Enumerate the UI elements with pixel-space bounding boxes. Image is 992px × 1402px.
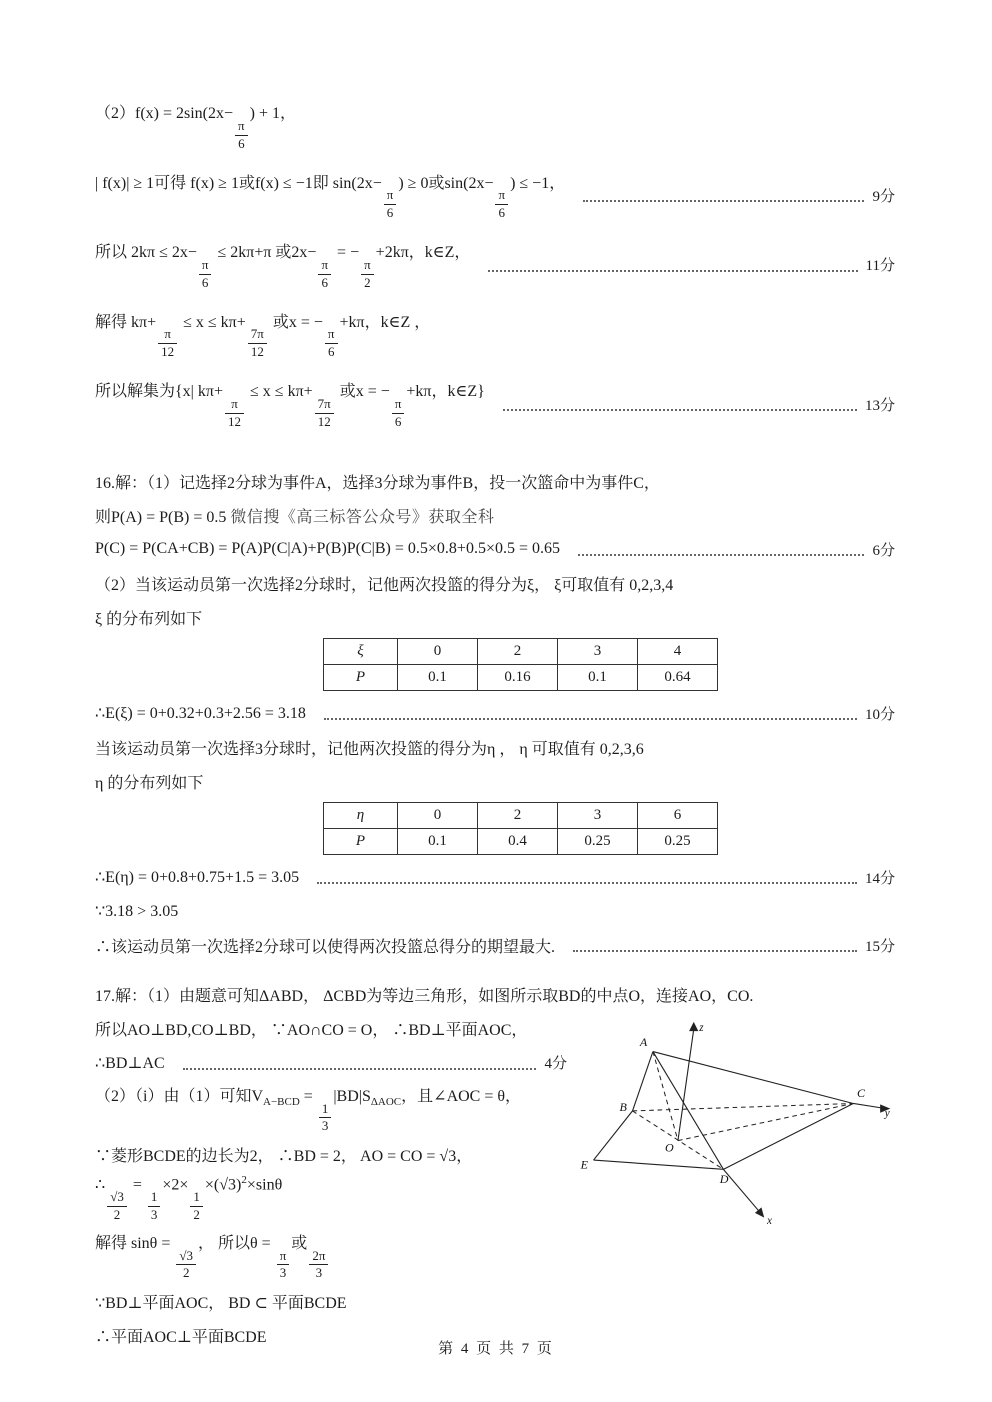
line-p16-11 <box>95 932 895 959</box>
line-p17-1 <box>95 981 895 1009</box>
score-label: 6分 <box>872 542 895 559</box>
diagram-solid-edges <box>594 1029 883 1213</box>
label-B: B <box>619 1099 627 1114</box>
formula: ∵3.18 > 3.05 <box>95 903 179 921</box>
score-label: 15分 <box>864 938 895 955</box>
figure-17-diagram <box>575 1015 895 1230</box>
section-problem16 <box>95 468 895 959</box>
formula: 则P(A) = P(B) = 0.5 <box>95 508 227 526</box>
table-cell: 0.1 <box>398 664 478 690</box>
line-p17-8 <box>95 1287 895 1315</box>
formula: 所以 2kπ ≤ 2x− $\frac{\pi}{6}$ ≤ 2kπ+π 或2x− $\frac{\pi}{6}$ = − $\frac{\pi}{2}$ +2kπ，k∈Z， <box>95 244 471 290</box>
section-problem17 <box>95 981 895 1350</box>
dotted-leader <box>583 200 864 202</box>
label-O: O <box>664 1140 674 1155</box>
line-p17-6 <box>95 1174 567 1223</box>
dotted-leader <box>317 882 857 884</box>
line-p16-2 <box>95 502 895 529</box>
table-cell: 3 <box>558 802 638 828</box>
diagram-svg <box>575 1015 895 1230</box>
table-cell: η <box>324 802 398 828</box>
line-p16-4 <box>95 570 895 597</box>
table-cell: 0.25 <box>558 828 638 854</box>
line-p17-4 <box>95 1083 567 1135</box>
score-label: 10分 <box>864 706 895 723</box>
section-problem15-part2 <box>95 100 895 430</box>
line-p16-6 <box>95 700 895 727</box>
line-p17-7 <box>95 1230 895 1282</box>
formula: ∴E(ξ) = 0+0.32+0.3+2.56 = 3.18 <box>95 705 306 723</box>
problem17-columns <box>95 1015 895 1230</box>
table-row <box>324 638 718 664</box>
formula: （2）（i）由（1）可知$V_{A-BCD}$ = $\frac{1}{3}$ $|BD|S_{\Delta AOC}$，且∠AOC = θ， <box>95 1087 522 1134</box>
table-cell: 4 <box>638 638 718 664</box>
line-p16-1 <box>95 468 895 495</box>
table-cell: 0.1 <box>398 828 478 854</box>
table-cell: ξ <box>324 638 398 664</box>
dotted-leader <box>573 950 857 952</box>
line-p16-8 <box>95 768 895 795</box>
table-cell: 0.25 <box>638 828 718 854</box>
line-p16-3 <box>95 536 895 563</box>
formula: η 的分布列如下 <box>95 774 204 792</box>
formula: （2）f(x) = 2sin(2x− $\frac{\pi}{6}$ ) + 1， <box>95 105 296 151</box>
distribution-table-eta-body <box>324 802 718 854</box>
score-label: 4分 <box>544 1056 567 1073</box>
formula: 17.解：（1）由题意可知ΔABD， ΔCBD为等边三角形，如图所示取BD的中点O，连接AO，CO. <box>95 988 754 1006</box>
table-cell: 0.1 <box>558 664 638 690</box>
formula: 解得 sinθ = $\frac{√3}{2}$ ， 所以θ = $\frac{\pi}{3}$ 或 $\frac{2\pi}{3}$ <box>95 1230 330 1282</box>
distribution-table-xi-body <box>324 638 718 690</box>
watermark-note: 微信搜《高三标答公众号》获取全科 <box>230 508 495 526</box>
table-cell: 0.4 <box>478 828 558 854</box>
table-cell: 2 <box>478 802 558 828</box>
table-cell: P <box>324 828 398 854</box>
table-row <box>324 664 718 690</box>
table-cell: 0 <box>398 638 478 664</box>
label-y-axis: y <box>884 1107 890 1120</box>
line-p17-2 <box>95 1015 567 1043</box>
formula: 当该运动员第一次选择3分球时，记他两次投篮的得分为η ， η 可取值有 0,2,3,6 <box>95 740 644 758</box>
table-cell: P <box>324 664 398 690</box>
dotted-leader <box>488 270 857 272</box>
label-D: D <box>719 1172 729 1187</box>
distribution-table-xi <box>323 638 718 691</box>
label-A: A <box>639 1034 648 1049</box>
formula: ∴平面AOC⊥平面BCDE <box>95 1328 267 1346</box>
label-x-axis: x <box>767 1214 772 1227</box>
label-C: C <box>856 1085 866 1100</box>
formula: P(C) = P(CA+CB) = P(A)P(C|A)+P(B)P(C|B) = 0.5×0.8+0.5×0.5 = 0.65 <box>95 540 560 558</box>
table-cell: 6 <box>638 802 718 828</box>
problem17-text-column <box>95 1015 567 1229</box>
page-footer: 第 4 页 共 7 页 <box>438 1341 554 1357</box>
line-p16-9 <box>95 864 895 891</box>
table-row <box>324 828 718 854</box>
formula: ∴E(η) = 0+0.8+0.75+1.5 = 3.05 <box>95 869 300 887</box>
formula: ∵菱形BCDE的边长为2， ∴BD = 2， AO = CO = √3， <box>95 1147 473 1165</box>
line-p15-5 <box>95 378 895 430</box>
dotted-leader <box>324 718 857 720</box>
line-p16-10 <box>95 898 895 925</box>
formula: 16.解：（1）记选择2分球为事件A，选择3分球为事件B，投一次篮命中为事件C， <box>95 474 660 492</box>
label-z-axis: z <box>699 1021 704 1034</box>
dotted-leader <box>578 554 865 556</box>
formula: 解得 kπ+ $\frac{\pi}{12}$ ≤ x ≤ kπ+ $\frac{7\pi}{12}$ 或x = − $\frac{\pi}{6}$ +kπ，k∈Z ， <box>95 313 431 360</box>
line-p16-7 <box>95 734 895 761</box>
line-p16-5 <box>95 604 895 631</box>
formula: ∴ $\frac{√3}{2}$ = $\frac{1}{3}$ ×2× $\frac{1}{2}$ $\times(√3)^2\times\sin\theta$ <box>95 1174 283 1223</box>
line-p15-1 <box>95 100 895 152</box>
formula: | f(x)| ≥ 1可得 f(x) ≥ 1或f(x) ≤ −1即 sin(2x− $\frac{\pi}{6}$ ) ≥ 0或sin(2x− $\frac{\pi}{6}$ ) ≤ −1， <box>95 174 566 221</box>
score-label: 9分 <box>872 188 895 205</box>
distribution-table-eta <box>323 802 718 855</box>
formula: 所以解集为{x| kπ+ $\frac{\pi}{12}$ ≤ x ≤ kπ+ $\frac{7\pi}{12}$ 或x = − $\frac{\pi}{6}$ +kπ，k∈Z} <box>95 383 485 429</box>
line-p17-3 <box>95 1049 567 1077</box>
table-cell: 0 <box>398 802 478 828</box>
score-label: 11分 <box>865 258 895 275</box>
diagram-labels <box>580 1022 890 1227</box>
line-p15-2 <box>95 170 895 222</box>
score-label: 13分 <box>864 397 895 414</box>
formula: ∵BD⊥平面AOC， BD ⊂ 平面BCDE <box>95 1294 347 1312</box>
formula: ∴该运动员第一次选择2分球可以使得两次投篮总得分的期望最大. <box>95 938 556 956</box>
table-cell: 0.64 <box>638 664 718 690</box>
line-p15-4 <box>95 309 895 361</box>
table-cell: 2 <box>478 638 558 664</box>
diagram-arrowheads <box>689 1022 890 1218</box>
score-label: 14分 <box>864 870 895 887</box>
formula: ∴BD⊥AC <box>95 1054 165 1072</box>
formula: ξ 的分布列如下 <box>95 610 203 628</box>
dotted-leader <box>183 1068 537 1070</box>
formula: 所以AO⊥BD,CO⊥BD， ∵AO∩CO = O， ∴BD⊥平面AOC， <box>95 1022 528 1040</box>
table-row <box>324 802 718 828</box>
label-E: E <box>580 1157 588 1172</box>
formula: （2）当该运动员第一次选择2分球时，记他两次投篮的得分为ξ， ξ可取值有 0,2,3,4 <box>95 576 674 594</box>
line-p17-5 <box>95 1140 567 1168</box>
line-p15-3 <box>95 239 895 291</box>
dotted-leader <box>503 409 857 411</box>
table-cell: 3 <box>558 638 638 664</box>
table-cell: 0.16 <box>478 664 558 690</box>
